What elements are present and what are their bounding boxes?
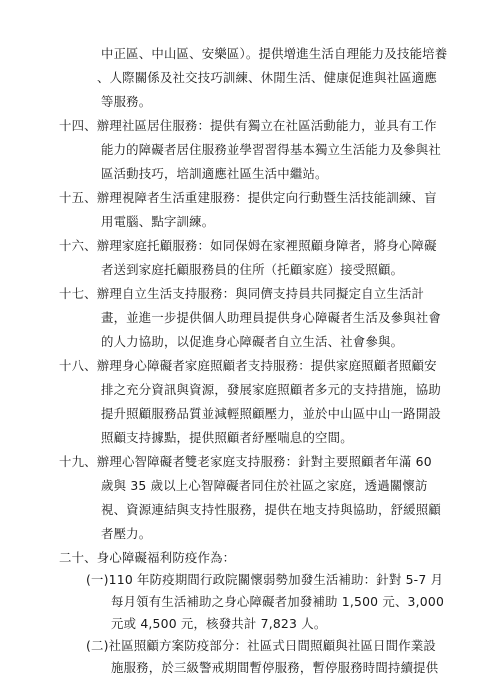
text-line: 中正區、中山區、安樂區）。提供增進生活自理能力及技能培養 [101, 46, 448, 61]
text-line: 者壓力。 [101, 526, 152, 541]
text-line: 歲與 35 歲以上心智障礙者同住於社區之家庭，透過關懷訪 [101, 478, 428, 493]
text-line: 提升照顧服務品質並減輕照顧壓力，並於中山區中山一路開設 [101, 406, 441, 421]
item-15-heading: 十五、辦理視障者生活重建服務：提供定向行動暨生活技能訓練、盲 [59, 190, 437, 205]
item-16-heading: 十六、辦理家庭托顧服務：如同保姆在家裡照顧身障者，將身心障礙 [59, 238, 437, 253]
text-line: 用電腦、點字訓練。 [101, 214, 215, 229]
text-line: 的人力協助，以促進身心障礙者自立生活、社會參與。 [101, 334, 404, 349]
text-line: 畫，並進一步提供個人助理員提供身心障礙者生活及參與社會 [101, 310, 441, 325]
text-line: 每月領有生活補助之身心障礙者加發補助 1,500 元、3,000 [111, 594, 445, 609]
text-line: 能力的障礙者居住服務並學習習得基本獨立生活能力及參與社 [101, 142, 441, 157]
text-line: 、人際關係及社交技巧訓練、休閒生活、健康促進與社區適應 [97, 70, 437, 85]
item-18-heading: 十八、辦理身心障礙者家庭照顧者支持服務：提供家庭照顧者照顧安 [59, 358, 437, 373]
text-line: 元或 4,500 元，核發共計 7,823 人。 [111, 616, 327, 631]
item-19-heading: 十九、辦理心智障礙者雙老家庭支持服務：針對主要照顧者年滿 60 [59, 454, 432, 469]
text-line: 者送到家庭托顧服務員的住所（托顧家庭）接受照顧。 [101, 262, 404, 277]
text-line: 排之充分資訊與資源，發展家庭照顧者多元的支持措施，協助 [101, 382, 441, 397]
text-line: 視、資源連結與支持性服務，提供在地支持與協助，舒緩照顧 [101, 502, 441, 517]
text-line: 照顧支持據點，提供照顧者紓壓喘息的空間。 [101, 430, 353, 445]
subitem-2-heading: (二)社區照顧方案防疫部分：社區式日間照顧與社區日間作業設 [86, 638, 437, 653]
subitem-1-heading: (一)110 年防疫期間行政院關懷弱勢加發生活補助：針對 5-7 月 [86, 572, 444, 587]
text-line: 區活動技巧，培訓適應社區生活中繼站。 [101, 166, 328, 181]
item-20-heading: 二十、身心障礙福利防疫作為： [59, 550, 236, 565]
item-17-heading: 十七、辦理自立生活支持服務：與同儕支持員共同擬定自立生活計 [59, 286, 425, 301]
text-line: 等服務。 [101, 94, 152, 109]
item-14-heading: 十四、辦理社區居住服務：提供有獨立在社區活動能力，並具有工作 [59, 118, 437, 133]
text-line: 施服務，於三級警戒期間暫停服務，暫停服務時間持續提供 [111, 660, 439, 675]
